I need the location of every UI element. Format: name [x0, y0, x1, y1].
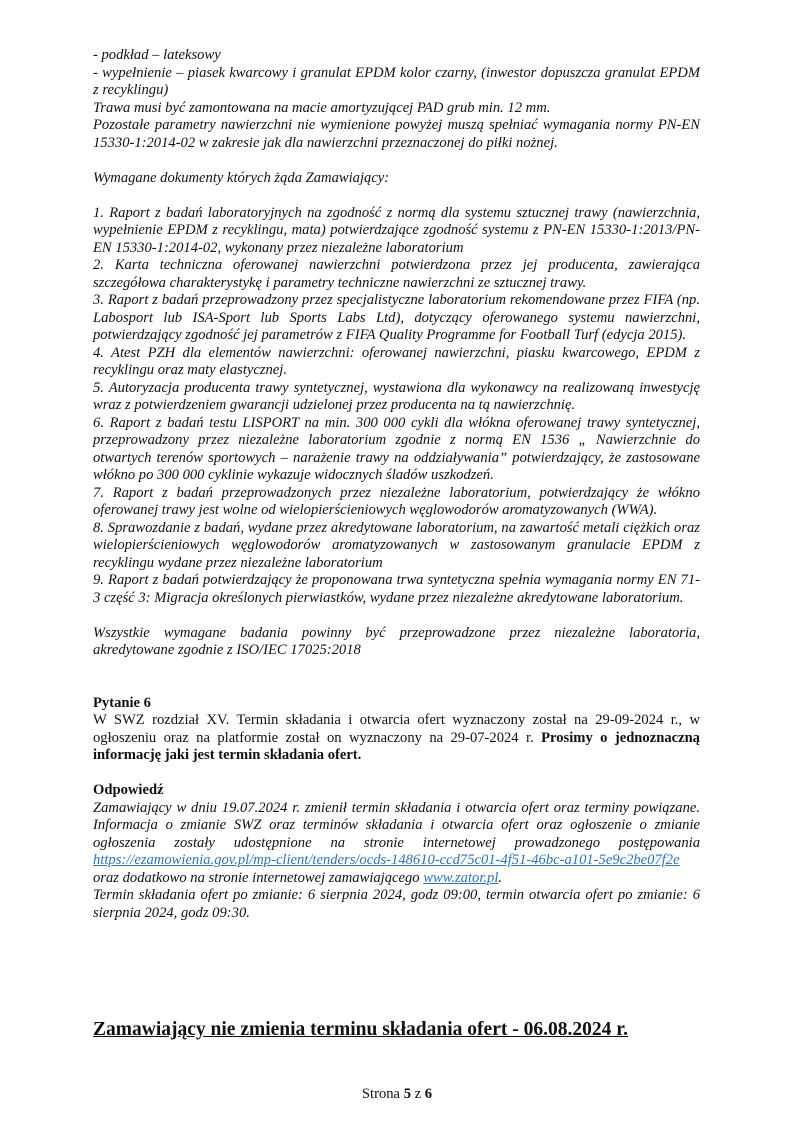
accreditation-note: Wszystkie wymagane badania powinny być przeprowadzone przez niezależne laboratoria, akredytowane zgodnie z ISO/IEC 17025:2018 [93, 624, 700, 658]
answer-end: . [498, 869, 503, 886]
document-item: 5. Autoryzacja producenta trawy syntetycznej, wystawiona dla wykonawcy na realizowaną inwestycję wraz z potwierdzeniem gwarancji udzielonej przez producenta na tą nawierzchnię. [93, 379, 700, 413]
document-item: 4. Atest PZH dla elementów nawierzchni: oferowanej nawierzchni, piasku kwarcowego, EPDM z recyklingu oraz maty elastycznej. [93, 344, 700, 378]
answer-body: Zamawiający w dniu 19.07.2024 r. zmienił termin składania i otwarcia ofert oraz terminy powiązane. Informacja o zmianie SWZ oraz terminów składania i otwarcia ofert oraz ogłoszenie o zmianie ogłoszenia zostały udostępnione na stronie internetowej prowadzonego postępowania [93, 799, 700, 851]
answer-middle: oraz dodatkowo na stronie internetowej zamawiającego [93, 869, 424, 886]
document-item: 3. Raport z badań przeprowadzony przez specjalistyczne laboratorium rekomendowane przez FIFA (np. Labosport lub ISA-Sport lub Sports Labs Ltd), dotyczący oferowanego systemu nawierzchni, potwierdzający zgodność jej parametrów z FIFA Quality Programme for Football Turf (edycja 2015). [93, 292, 700, 343]
document-item: 2. Karta techniczna oferowanej nawierzchni potwierdzona przez jej producenta, zawierająca szczegółowa charakterystykę i parametry techniczne nawierzchni ze sztucznej trawy. [93, 257, 700, 291]
answer-text [93, 800, 700, 888]
footer-prefix: Strona [361, 1086, 404, 1102]
question-body: W SWZ rozdział XV. Termin składania i otwarcia ofert wyznaczony został na 29-09-2024 r., w ogłoszeniu oraz na platformie został on wyznaczony na 29-07-2024 r. [93, 712, 700, 746]
spec-section [93, 47, 700, 660]
document-item: 8. Sprawozdanie z badań, wydane przez akredytowane laboratorium, na zawartość metali ciężkich oraz wielopierścieniowych węglowodorów aromatyzowanych w zastosowanym granulacie EPDM z recyklingu wydane przez niezależne laboratorium [93, 519, 700, 571]
footer-separator: z [410, 1086, 425, 1102]
zator-site-link[interactable]: www.zator.pl [423, 869, 499, 886]
spec-line: Trawa musi być zamontowana na macie amortyzującej PAD grub min. 12 mm. [93, 99, 551, 116]
question-section [93, 695, 700, 765]
document-body [93, 47, 700, 922]
document-item: 7. Raport z badań przeprowadzonych przez niezależne laboratorium, potwierdzający że włókno oferowanej trawy jest wolne od wielopierścieniowych węglowodorów aromatyzowanych (WWA). [93, 484, 700, 518]
final-statement: Zamawiający nie zmienia terminu składania ofert - 06.08.2024 r. [93, 1019, 628, 1040]
spec-line: Pozostałe parametry nawierzchni nie wymienione powyżej muszą spełniać wymagania normy PN-EN 15330-1:2014-02 w zakresie jak dla nawierzchni przeznaczonej do piłki nożnej. [93, 117, 700, 151]
page-number: 5 [403, 1086, 411, 1102]
document-item: 1. Raport z badań laboratoryjnych na zgodność z normą dla systemu sztucznej trawy (nawierzchnia, wypełnienie EPDM z recyklingu, mata) potwierdzające zgodność systemu z PN-EN 15330-1:2013/PN-EN 15330-1:2014-02, wykonany przez niezależne laboratorium [93, 204, 700, 256]
answer-title: Odpowiedź [93, 782, 164, 798]
page-footer [0, 1086, 794, 1103]
deadline-text: Termin składania ofert po zmianie: 6 sierpnia 2024, godz 09:00, termin otwarcia ofert po zmianie: 6 sierpnia 2024, godz 09:30. [93, 887, 700, 921]
question-text [93, 712, 700, 765]
question-request: Prosimy o jednoznaczną informację jaki jest termin składania ofert. [93, 729, 700, 763]
question-title: Pytanie 6 [93, 694, 151, 711]
document-item: 9. Raport z badań potwierdzający że proponowana trwa syntetyczna spełnia wymagania normy EN 71-3 część 3: Migracja określonych pierwiastków, wydane przez niezależne akredytowane laboratorium. [93, 572, 700, 606]
spec-line: - podkład – lateksowy [93, 47, 221, 63]
spec-line: - wypełnienie – piasek kwarcowy i granulat EPDM kolor czarny, (inwestor dopuszcza granulat EPDM z recyklingu) [93, 64, 700, 98]
tender-link[interactable]: https://ezamowienia.gov.pl/mp-client/tenders/ocds-148610-ccd75c01-4f51-46bc-a101-5e9c2be07f2e [93, 852, 680, 868]
answer-section [93, 782, 700, 922]
document-item: 6. Raport z badań testu LISPORT na min. 300 000 cykli dla włókna oferowanej trawy syntetycznej, przeprowadzony przez niezależne laboratorium zgodnie z normą EN 1536 „ Nawierzchnie do otwartych terenów sportowych – narażenie trawy na oddziaływania” potwierdzający, że zastosowane włókno po 300 000 cyklinie wykazuje widocznych śladów uszkodzeń. [93, 414, 700, 483]
documents-heading: Wymagane dokumenty których żąda Zamawiający: [93, 169, 390, 186]
page-total: 6 [424, 1086, 433, 1102]
